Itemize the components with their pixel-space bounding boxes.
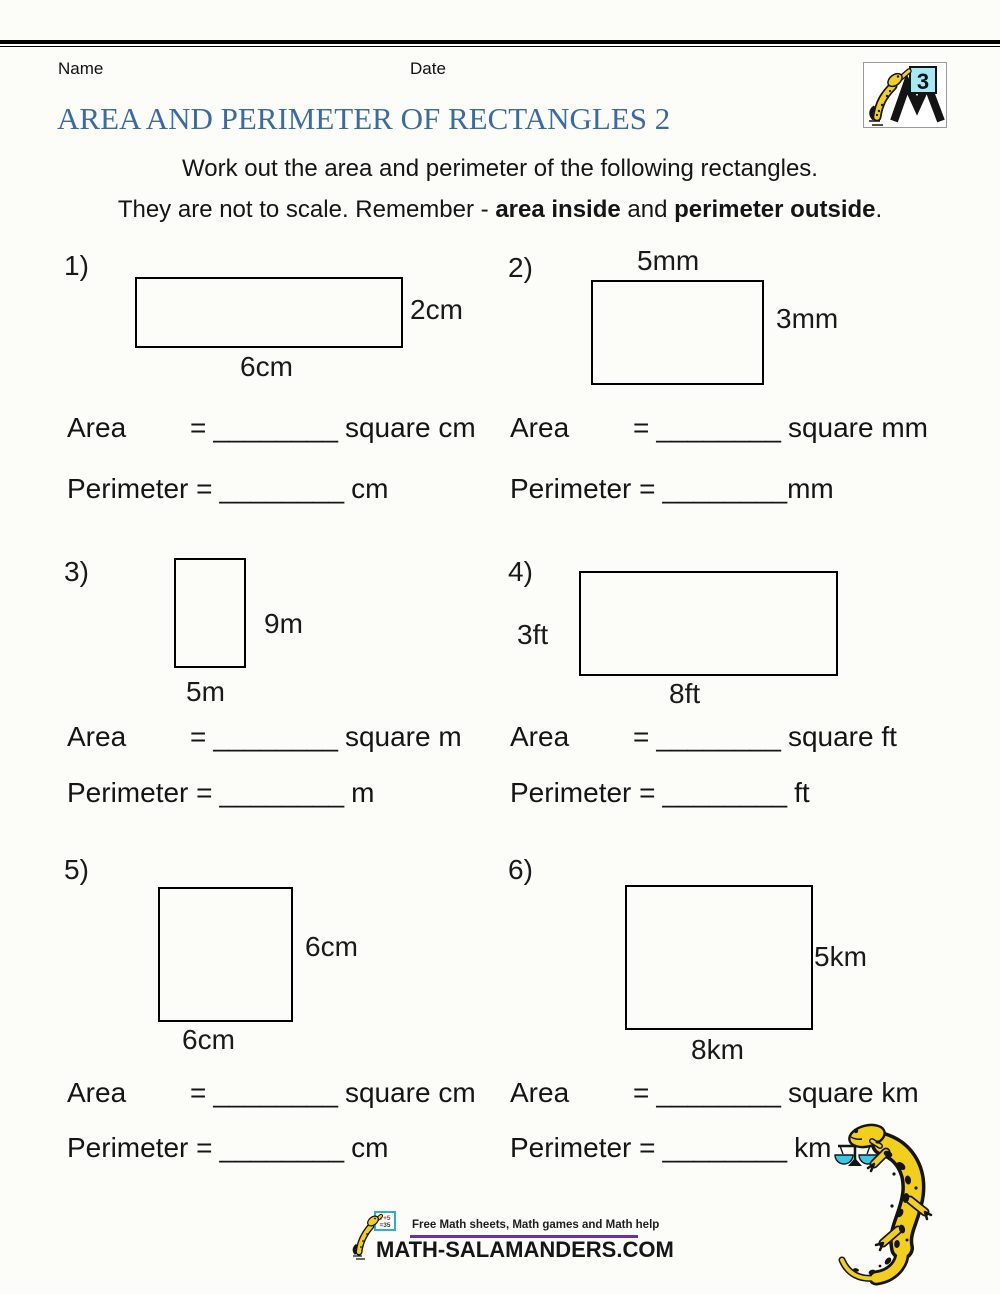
problem-1-area-line: Area = ________ square cm [67,412,476,443]
problem-4-height-label: 3ft [517,619,549,650]
problem-6-number: 6) [508,854,533,885]
problem-3-perimeter-line: Perimeter = ________ m [67,777,375,808]
problem-3-area-blank: ________ [213,721,338,752]
problem-2-rectangle [591,280,764,385]
problem-1-width-label: 6cm [240,351,293,382]
problem-5-area-line: Area = ________ square cm [67,1077,476,1108]
name-field-label: Name [58,59,104,78]
top-rule-thin [0,46,1000,47]
problem-1-perimeter-blank: ________ [219,473,345,504]
problem-1-rectangle [135,277,403,348]
instructions-line-1: Work out the area and perimeter of the following rectangles. [182,155,818,182]
salamander-scales-art [828,1116,1000,1294]
problem-2-area-blank: ________ [656,412,781,443]
instructions [0,148,1000,230]
problem-5-height-label: 6cm [305,931,358,962]
problem-6-perimeter-line: Perimeter = ________ km [510,1132,832,1163]
page-title: AREA AND PERIMETER OF RECTANGLES 2 [57,101,671,136]
problem-1-height-label: 2cm [410,294,463,325]
footer-board-line-1: 7+5 [379,1215,391,1222]
problem-6-width-label: 8km [691,1034,744,1065]
problem-6-area-blank: ________ [656,1077,781,1108]
problem-3-perimeter-blank: ________ [219,777,345,808]
problem-3-area-line: Area = ________ square m [67,721,462,752]
problem-2-width-label: 5mm [637,245,700,276]
problem-3-rectangle [174,558,246,668]
problem-4-area-line: Area = ________ square ft [510,721,897,752]
problem-5-number: 5) [64,854,89,885]
salamander-scales-icon [828,1116,1000,1294]
footer-board-line-2: =35 [379,1222,391,1229]
footer-site-name: MATH-SALAMANDERS.COM [376,1237,674,1262]
problem-4-number: 4) [508,556,533,587]
salamander-grade-icon [864,63,946,127]
problem-5-perimeter-line: Perimeter = ________ cm [67,1132,389,1163]
problem-2-perimeter-line: Perimeter = ________mm [510,473,834,504]
date-field-label: Date [410,59,446,78]
problem-3-width-label: 5m [186,676,225,707]
problem-4-rectangle [579,571,838,676]
problem-2-area-line: Area = ________ square mm [510,412,928,443]
instructions-line-2: They are not to scale. Remember - area inside and perimeter outside. [117,196,883,223]
problem-1-perimeter-line: Perimeter = ________ cm [67,473,389,504]
problem-1-area-blank: ________ [213,412,338,443]
problem-6-perimeter-blank: ________ [662,1132,788,1163]
problem-4-width-label: 8ft [669,678,701,709]
problem-4-perimeter-blank: ________ [662,777,788,808]
top-rule-thick [0,40,1000,44]
problem-3-height-label: 9m [264,608,303,639]
problem-5-rectangle [158,887,293,1022]
grade-number: 3 [916,69,930,94]
problem-5-area-blank: ________ [213,1077,338,1108]
grade-logo [863,62,947,128]
footer-tagline: Free Math sheets, Math games and Math help [412,1219,660,1231]
problem-4-perimeter-line: Perimeter = ________ ft [510,777,810,808]
problem-2-number: 2) [508,252,533,283]
problem-6-height-label: 5km [814,941,867,972]
problem-4-area-blank: ________ [656,721,781,752]
problem-1-number: 1) [64,250,89,281]
problem-2-height-label: 3mm [776,303,839,334]
problem-6-rectangle [625,885,813,1030]
problem-6-area-line: Area = ________ square km [510,1077,919,1108]
problem-3-number: 3) [64,556,89,587]
problem-2-perimeter-blank: ________ [662,473,788,504]
problem-5-width-label: 6cm [182,1024,235,1055]
problem-5-perimeter-blank: ________ [219,1132,345,1163]
